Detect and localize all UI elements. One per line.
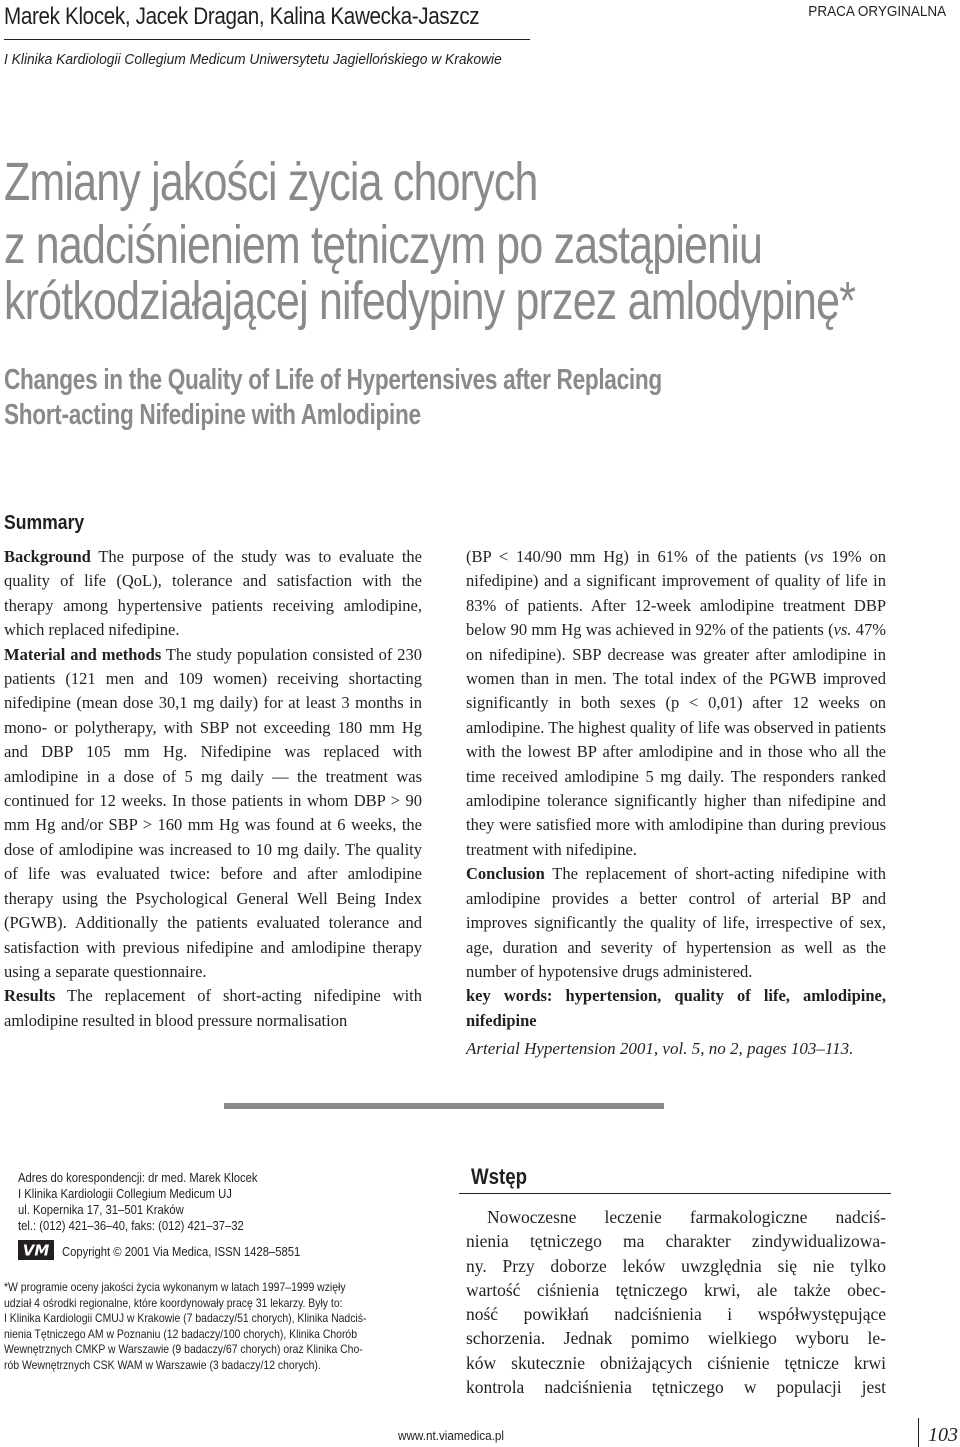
background-paragraph xyxy=(4,545,422,643)
summary-right-column xyxy=(466,545,886,1062)
intro-line-7: ków skutecznie obniżających ciśnienie tętnicze krwi xyxy=(466,1352,886,1373)
footnote-line-1: *W programie oceny jakości życia wykonanym w latach 1997–1999 wzięły xyxy=(4,1281,346,1294)
intro-line-6: schorzenia. Jednak pomimo wielkiego wyboru le- xyxy=(466,1328,886,1349)
intro-line-4: wartość ciśnienia tętniczego krwi, ale także obec- xyxy=(466,1279,886,1300)
background-text: The purpose of the study was to evaluate the quality of life (QoL), tolerance and satisfaction with the therapy among hypertensive patients receiving amlodipine, which replaced nifedipine. xyxy=(4,547,422,640)
intro-paragraph xyxy=(466,1205,886,1399)
conclusion-text: The replacement of short-acting nifedipine with amlodipine provides a better control of arterial BP and improves significantly the quality of life, irrespective of sex, age, duration and severity of hypertension as well as the number of hypotensive drugs administered. xyxy=(466,864,886,981)
key-words: key words: hypertension, quality of life, amlodipine, nifedipine xyxy=(466,986,886,1030)
intro-line-3: ny. Przy doborze leków uwzględnia się nie tylko xyxy=(466,1255,886,1276)
methods-label: Material and methods xyxy=(4,644,162,664)
results-text-right-1: (BP < 140/90 mm Hg) in 61% of the patients ( xyxy=(466,547,810,566)
page-number: 103 xyxy=(928,1424,958,1446)
authors: Marek Klocek, Jacek Dragan, Kalina Kawecka-Jaszcz xyxy=(4,3,480,30)
intro-line-1: Nowoczesne leczenie farmakologiczne nadciś- xyxy=(487,1207,886,1227)
title-polish-line-1: Zmiany jakości życia chorych xyxy=(4,152,538,212)
vs-italic-2: vs. xyxy=(833,620,852,640)
affiliation: I Klinika Kardiologii Collegium Medicum Uniwersytetu Jagiellońskiego w Krakowie xyxy=(4,51,502,68)
summary-left-column xyxy=(4,545,422,1033)
header-rule xyxy=(4,39,530,40)
footnote-line-5: Wewnętrznych CMKP w Warszawie (9 badaczy/67 chorych) oraz Klinika Cho- xyxy=(4,1343,363,1357)
article-type-label: PRACA ORYGINALNA xyxy=(808,3,946,20)
via-medica-logo-text: VM xyxy=(22,1241,50,1260)
results-text-right-2: 19% on nifedipine) and a significant improvement of quality of life in 83% of patients. After 12-week amlodipine treatment DBP below 90 mm Hg was achieved in 92% of the patients ( xyxy=(466,547,886,640)
intro-line-8: kontrola nadciśnienia tętniczego w populacji jest xyxy=(466,1377,886,1398)
intro-line-2: nienia tętniczego ma charakter zindywidualizowa- xyxy=(466,1231,886,1252)
background-label: Background xyxy=(4,547,91,566)
correspondence-line-3: ul. Kopernika 17, 31–501 Kraków xyxy=(18,1203,184,1217)
citation: Arterial Hypertension 2001, vol. 5, no 2, pages 103–113. xyxy=(466,1039,854,1059)
section-divider xyxy=(224,1103,664,1109)
correspondence-line-1: Adres do korespondencji: dr med. Marek Klocek xyxy=(18,1171,258,1185)
summary-heading: Summary xyxy=(4,512,85,534)
copyright-line: Copyright © 2001 Via Medica, ISSN 1428–5851 xyxy=(62,1245,301,1259)
conclusion-label: Conclusion xyxy=(466,864,545,884)
results-label: Results xyxy=(4,986,56,1006)
footnote-line-6: rób Wewnętrznych CSK WAM w Warszawie (3 badaczy/12 chorych). xyxy=(4,1358,321,1372)
results-text-right-3: 47% on nifedipine). SBP decrease was greater after amlodipine in women than in men. The total index of the PGWB improved significantly in both sexes (p < 0,01) after 12 weeks on amlodipine. The highest quality of life was observed in patients with the lowest BP after amlodipine and in those who all the time received amlodipine 5 mg daily. The responders ranked amlodipine tolerance significantly higher than nifedipine and they were satisfied more with amlodipine than during previous treatment with nifedipine. xyxy=(466,620,886,859)
results-text-left: The replacement of short-acting nifedipine with amlodipine resulted in blood pressure normalisation xyxy=(4,986,422,1030)
conclusion-paragraph xyxy=(466,862,886,984)
correspondence-line-4: tel.: (012) 421–36–40, faks: (012) 421–37–32 xyxy=(18,1219,244,1233)
footnote xyxy=(4,1280,474,1374)
intro-line-5: ność powikłań nadciśnienia i współwystępujące xyxy=(466,1304,886,1325)
methods-text: The study population consisted of 230 patients (121 men and 109 women) receiving shortacting nifedipine (mean dose 30,1 mg daily) for at least 3 months in mono- or polytherapy, with SBP not exceeding 180 mm Hg and DBP 105 mm Hg. Nifedipine was replaced with amlodipine in a dose of 5 mg daily — the treatment was continued for 12 weeks. In those patients in whom DBP > 90 mm Hg and/or SBP > 160 mm Hg was found at 6 weeks, the dose of amlodipine was increased to 10 mg daily. The quality of life was evaluated twice: before and after amlodipine therapy using the Psychological General Well Being Index (PGWB). Additionally the patients evaluated tolerance and satisfaction with previous nifedipine and amlodipine therapy using a separate questionnaire. xyxy=(4,644,422,981)
correspondence-line-2: I Klinika Kardiologii Collegium Medicum UJ xyxy=(18,1187,232,1201)
vs-italic-1: vs xyxy=(809,547,824,566)
results-continued xyxy=(466,545,886,862)
footnote-line-4: nienia Tętniczego AM w Poznaniu (12 badaczy/100 chorych), Klinika Chorób xyxy=(4,1327,358,1341)
intro-heading: Wstęp xyxy=(471,1164,528,1189)
via-medica-logo-icon xyxy=(18,1240,54,1260)
footnote-line-2: udział 4 ośrodki regionalne, które koordynowały pracę 31 lekarzy. Były to: xyxy=(4,1296,343,1310)
footer-rule xyxy=(918,1418,919,1447)
title-polish-line-3: krótkodziałającej nifedypiny przez amlodypinę* xyxy=(4,271,856,331)
methods-paragraph xyxy=(4,643,422,985)
footnote-line-3: I Klinika Kardiologii CMUJ w Krakowie (7 badaczy/51 chorych), Klinika Nadciś- xyxy=(4,1312,367,1326)
title-english-line-2: Short-acting Nifedipine with Amlodipine xyxy=(4,399,421,431)
title-polish-line-2: z nadciśnieniem tętniczym po zastąpieniu xyxy=(4,215,763,275)
results-paragraph xyxy=(4,984,422,1033)
title-english-line-1: Changes in the Quality of Life of Hypertensives after Replacing xyxy=(4,364,662,396)
footer-url: www.nt.viamedica.pl xyxy=(398,1428,505,1443)
